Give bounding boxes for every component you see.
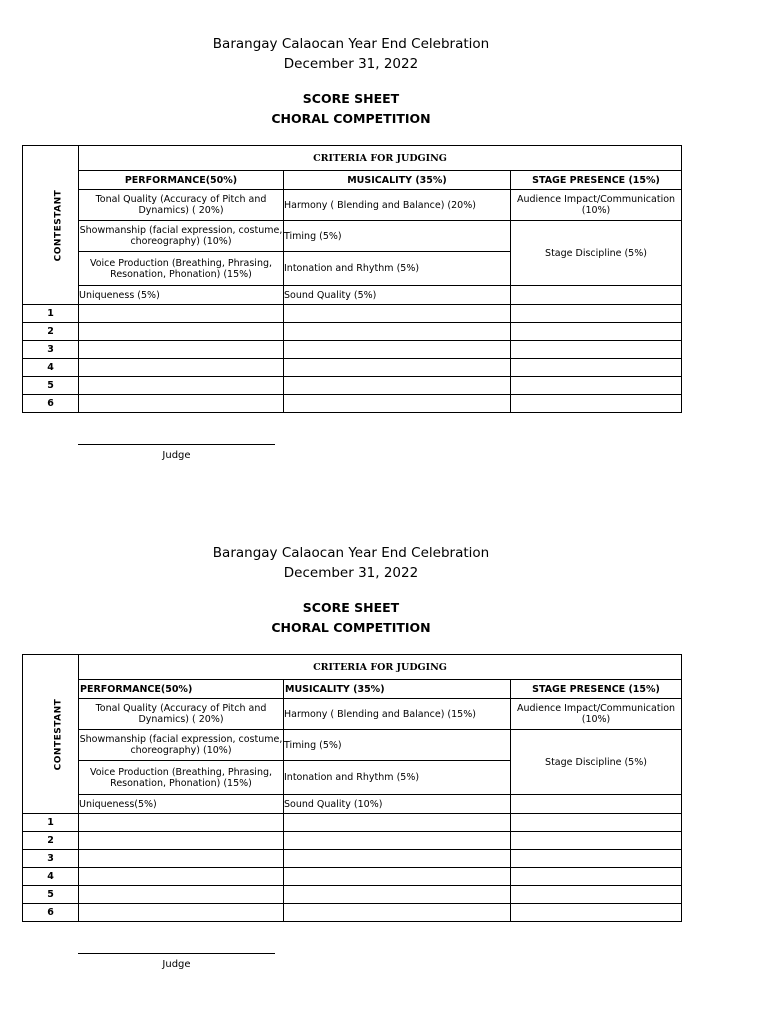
criterion-sound-quality: Sound Quality (5%) bbox=[284, 286, 511, 305]
competition-title: CHORAL COMPETITION bbox=[271, 620, 431, 635]
contestant-number: 1 bbox=[23, 814, 79, 832]
criterion-voice-production: Voice Production (Breathing, Phrasing, Resonation, Phonation) (15%) bbox=[79, 761, 284, 795]
score-cell[interactable] bbox=[79, 886, 284, 904]
performance-heading: PERFORMANCE(50%) bbox=[79, 680, 284, 699]
score-cell[interactable] bbox=[79, 868, 284, 886]
score-sheet-2 bbox=[0, 509, 768, 1009]
criterion-intonation-rhythm: Intonation and Rhythm (5%) bbox=[284, 252, 511, 286]
table-row bbox=[23, 323, 682, 341]
table-row bbox=[23, 359, 682, 377]
judge-signature-line[interactable] bbox=[78, 953, 275, 954]
table-row bbox=[23, 395, 682, 413]
score-cell[interactable] bbox=[511, 323, 682, 341]
performance-heading: PERFORMANCE(50%) bbox=[79, 171, 284, 190]
table-row bbox=[23, 850, 682, 868]
contestant-number: 4 bbox=[23, 359, 79, 377]
blank-cell bbox=[511, 286, 682, 305]
score-cell[interactable] bbox=[511, 868, 682, 886]
score-cell[interactable] bbox=[511, 904, 682, 922]
score-sheet-1 bbox=[0, 0, 768, 500]
score-cell[interactable] bbox=[511, 359, 682, 377]
criterion-audience-impact: Audience Impact/Communication (10%) bbox=[511, 190, 682, 221]
criterion-audience-impact: Audience Impact/Communication (10%) bbox=[511, 699, 682, 730]
criterion-uniqueness: Uniqueness(5%) bbox=[79, 795, 284, 814]
contestant-column-header bbox=[23, 146, 79, 305]
score-cell[interactable] bbox=[79, 341, 284, 359]
criterion-sound-quality: Sound Quality (10%) bbox=[284, 795, 511, 814]
score-cell[interactable] bbox=[79, 305, 284, 323]
criterion-showmanship: Showmanship (facial expression, costume, choreography) (10%) bbox=[79, 730, 284, 761]
score-cell[interactable] bbox=[79, 395, 284, 413]
score-cell[interactable] bbox=[284, 341, 511, 359]
score-cell[interactable] bbox=[284, 323, 511, 341]
competition-title: CHORAL COMPETITION bbox=[271, 111, 431, 126]
score-cell[interactable] bbox=[511, 832, 682, 850]
contestant-label: CONTESTANT bbox=[53, 698, 64, 771]
event-date: December 31, 2022 bbox=[283, 565, 419, 581]
stage-presence-heading: STAGE PRESENCE (15%) bbox=[511, 680, 682, 699]
criteria-heading: CRITERIA FOR JUDGING bbox=[79, 655, 682, 680]
table-row bbox=[23, 904, 682, 922]
score-cell[interactable] bbox=[511, 814, 682, 832]
contestant-number: 6 bbox=[23, 904, 79, 922]
score-cell[interactable] bbox=[511, 341, 682, 359]
document-title: SCORE SHEET bbox=[302, 600, 400, 615]
score-cell[interactable] bbox=[511, 886, 682, 904]
score-cell[interactable] bbox=[284, 395, 511, 413]
table-row bbox=[23, 341, 682, 359]
contestant-number: 3 bbox=[23, 850, 79, 868]
musicality-heading: MUSICALITY (35%) bbox=[284, 171, 511, 190]
criterion-stage-discipline: Stage Discipline (5%) bbox=[511, 221, 682, 286]
score-cell[interactable] bbox=[284, 832, 511, 850]
contestant-number: 5 bbox=[23, 886, 79, 904]
table-row bbox=[23, 305, 682, 323]
contestant-number: 2 bbox=[23, 323, 79, 341]
criterion-timing: Timing (5%) bbox=[284, 221, 511, 252]
score-cell[interactable] bbox=[79, 850, 284, 868]
judge-label: Judge bbox=[162, 450, 191, 461]
score-cell[interactable] bbox=[284, 868, 511, 886]
contestant-number: 4 bbox=[23, 868, 79, 886]
score-cell[interactable] bbox=[511, 395, 682, 413]
criterion-showmanship: Showmanship (facial expression, costume, choreography) (10%) bbox=[79, 221, 284, 252]
score-cell[interactable] bbox=[284, 904, 511, 922]
criterion-intonation-rhythm: Intonation and Rhythm (5%) bbox=[284, 761, 511, 795]
contestant-number: 5 bbox=[23, 377, 79, 395]
score-cell[interactable] bbox=[284, 305, 511, 323]
judge-signature-line[interactable] bbox=[78, 444, 275, 445]
score-cell[interactable] bbox=[284, 850, 511, 868]
document-title: SCORE SHEET bbox=[302, 91, 400, 106]
score-cell[interactable] bbox=[511, 305, 682, 323]
table-row bbox=[23, 868, 682, 886]
score-cell[interactable] bbox=[284, 886, 511, 904]
scoring-table bbox=[22, 654, 682, 922]
score-cell[interactable] bbox=[79, 904, 284, 922]
musicality-heading: MUSICALITY (35%) bbox=[284, 680, 511, 699]
criterion-stage-discipline: Stage Discipline (5%) bbox=[511, 730, 682, 795]
criterion-harmony: Harmony ( Blending and Balance) (20%) bbox=[284, 190, 511, 221]
table-row bbox=[23, 377, 682, 395]
score-cell[interactable] bbox=[284, 377, 511, 395]
contestant-number: 6 bbox=[23, 395, 79, 413]
criterion-uniqueness: Uniqueness (5%) bbox=[79, 286, 284, 305]
table-row bbox=[23, 814, 682, 832]
stage-presence-heading: STAGE PRESENCE (15%) bbox=[511, 171, 682, 190]
score-cell[interactable] bbox=[79, 814, 284, 832]
contestant-number: 2 bbox=[23, 832, 79, 850]
criterion-harmony: Harmony ( Blending and Balance) (15%) bbox=[284, 699, 511, 730]
blank-cell bbox=[511, 795, 682, 814]
criteria-heading: CRITERIA FOR JUDGING bbox=[79, 146, 682, 171]
contestant-column-header bbox=[23, 655, 79, 814]
score-cell[interactable] bbox=[511, 377, 682, 395]
table-row bbox=[23, 886, 682, 904]
score-cell[interactable] bbox=[79, 377, 284, 395]
event-title: Barangay Calaocan Year End Celebration bbox=[212, 545, 490, 561]
score-cell[interactable] bbox=[79, 832, 284, 850]
contestant-label: CONTESTANT bbox=[53, 189, 64, 262]
score-cell[interactable] bbox=[284, 814, 511, 832]
score-cell[interactable] bbox=[511, 850, 682, 868]
contestant-number: 3 bbox=[23, 341, 79, 359]
contestant-number: 1 bbox=[23, 305, 79, 323]
event-date: December 31, 2022 bbox=[283, 56, 419, 72]
score-cell[interactable] bbox=[79, 323, 284, 341]
criterion-tonal-quality: Tonal Quality (Accuracy of Pitch and Dynamics) ( 20%) bbox=[79, 699, 284, 730]
criterion-timing: Timing (5%) bbox=[284, 730, 511, 761]
score-cell[interactable] bbox=[284, 359, 511, 377]
table-row bbox=[23, 832, 682, 850]
event-title: Barangay Calaocan Year End Celebration bbox=[212, 36, 490, 52]
judge-label: Judge bbox=[162, 959, 191, 970]
scoring-table bbox=[22, 145, 682, 413]
score-cell[interactable] bbox=[79, 359, 284, 377]
criterion-tonal-quality: Tonal Quality (Accuracy of Pitch and Dynamics) ( 20%) bbox=[79, 190, 284, 221]
criterion-voice-production: Voice Production (Breathing, Phrasing, Resonation, Phonation) (15%) bbox=[79, 252, 284, 286]
